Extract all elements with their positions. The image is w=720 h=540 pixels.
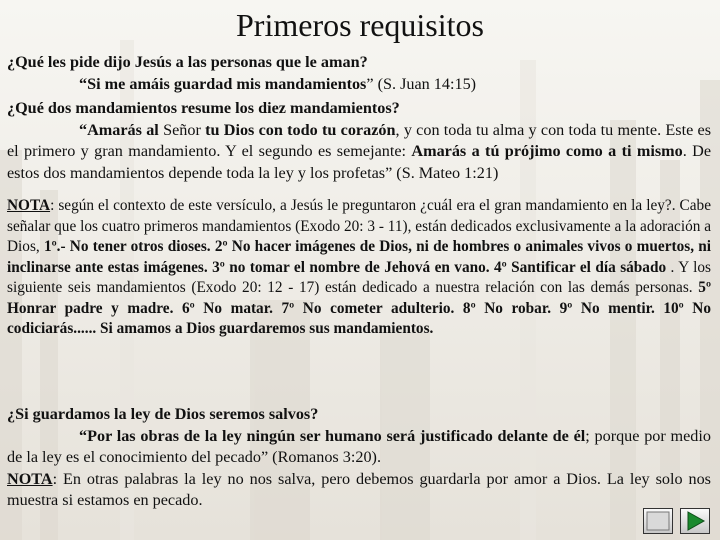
- note-1-label: NOTA: [7, 197, 51, 214]
- note-1-block: [7, 196, 711, 340]
- slide-title: Primeros requisitos: [236, 7, 484, 43]
- question-1-quote: “Si me amáis guardad mis mandamientos: [79, 74, 367, 93]
- next-arrow-icon: [681, 509, 709, 533]
- question-2-block: [7, 98, 711, 184]
- question-3-quote: “Por las obras de la ley ningún ser humano será justificado delante de él: [79, 426, 586, 445]
- note-1-text-1: : según el contexto de este versículo, a Jesús le preguntaron ¿cuál era el gran mandamiento en la ley?. Cabe señalar que los cuatro primeros mandamientos (Exodo 20: 3 - 11), están dedicados exclusivamente a la adoración a Dios,: [7, 197, 711, 255]
- question-2-answer-part-3: tu Dios con todo tu corazón: [205, 120, 396, 139]
- back-button[interactable]: [643, 508, 673, 534]
- question-2-answer-part-2: Señor: [158, 120, 206, 139]
- back-button-icon: [644, 509, 672, 533]
- next-button[interactable]: [680, 508, 710, 534]
- note-1-commandments-5-10: 5º Honrar padre y madre. 6º No matar. 7º No cometer adulterio. 8º No robar. 9º No mentir. 10º No codiciarás...... Si amamos a Dios guardaremos sus mandamientos.: [7, 279, 711, 337]
- question-1-reference: ” (S. Juan 14:15): [366, 74, 477, 93]
- question-1-block: [7, 52, 711, 95]
- question-3-rest: ; porque por medio de la ley es el conocimiento del pecado” (Romanos 3:20).: [7, 426, 711, 467]
- question-2-answer-part-6: . De estos dos mandamientos depende toda la ley y los profetas” (S. Mateo 1:21): [7, 142, 712, 182]
- question-1: ¿Qué les pide dijo Jesús a las personas que le aman?: [7, 53, 368, 71]
- note-2-text: : En otras palabras la ley no nos salva, pero debemos guardarla por amor a Dios. La ley solo nos muestra si estamos en pecado.: [7, 469, 711, 510]
- question-3-block: [7, 404, 711, 512]
- question-2: ¿Qué dos mandamientos resume los diez mandamientos?: [7, 99, 400, 117]
- question-2-answer-part-4: , y con toda tu alma y con toda tu mente. Este es el primero y gran mandamiento. Y el segundo es semejante:: [7, 120, 711, 161]
- note-2-label: NOTA: [7, 469, 53, 488]
- note-1-commandments-1-4: 1º.- No tener otros dioses. 2º No hacer imágenes de Dios, ni de hombres o animales vivos o muertos, ni inclinarse ante estas imágenes. 3º no tomar el nombre de Jehová en vano. 4º Santificar el día sábado: [7, 238, 711, 276]
- note-1-text-2: . Y los siguiente seis mandamientos (Exodo 20: 12 - 17) están dedicado a nuestra relación con las demás personas.: [7, 258, 711, 296]
- question-2-answer-part-1: “Amarás al: [79, 120, 159, 139]
- question-3: ¿Si guardamos la ley de Dios seremos salvos?: [7, 405, 319, 423]
- question-2-answer-part-5: Amarás a tú prójimo como a ti mismo: [411, 142, 683, 161]
